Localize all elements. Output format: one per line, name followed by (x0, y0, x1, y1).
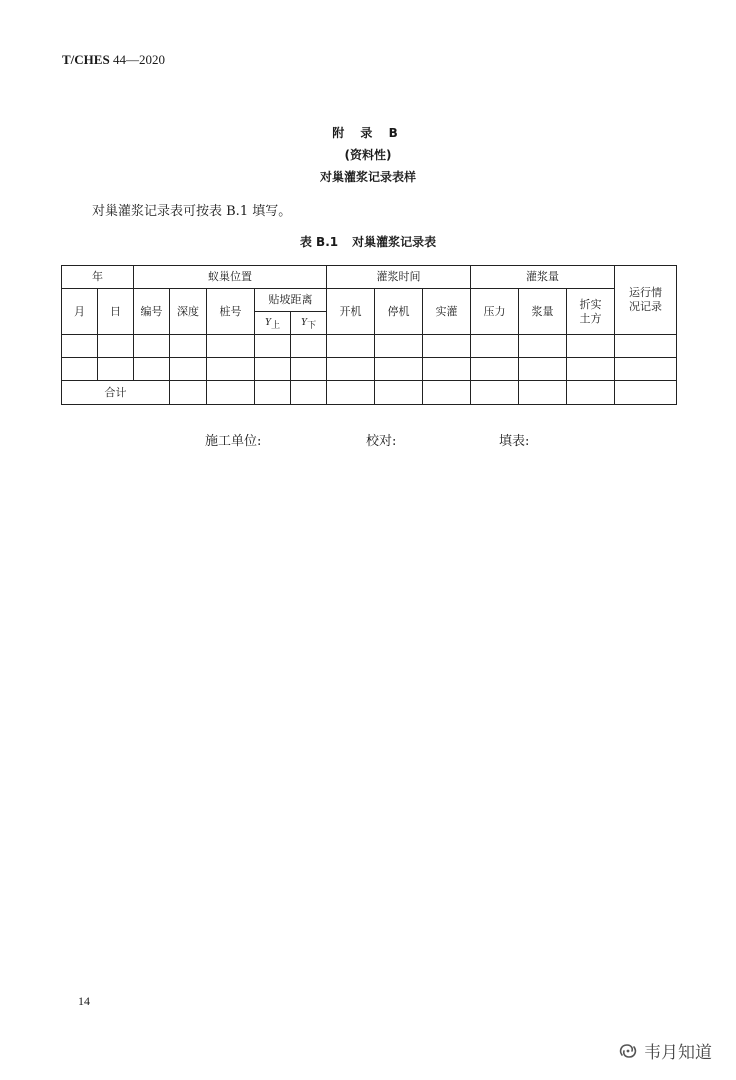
header-actual-grouting: 实灌 (423, 289, 471, 335)
table-caption-label: 表 B.1 (299, 235, 339, 249)
table-cell[interactable] (423, 381, 471, 405)
table-cell[interactable] (519, 358, 567, 381)
table-cell[interactable] (471, 335, 519, 358)
table-cell[interactable] (255, 335, 291, 358)
watermark-text: 韦月知道 (644, 1043, 712, 1063)
y-lower-subscript: 下 (306, 319, 317, 331)
table-cell[interactable] (62, 358, 98, 381)
table-caption (0, 233, 736, 250)
appendix-name: 对巢灌浆记录表样 (319, 170, 416, 184)
table-cell[interactable] (615, 381, 677, 405)
table-cell[interactable] (207, 381, 255, 405)
header-stop: 停机 (375, 289, 423, 335)
y-upper-symbol: Y (264, 315, 271, 328)
appendix-title: 附 录 B (332, 126, 404, 140)
table-cell[interactable] (207, 335, 255, 358)
table-cell[interactable] (375, 358, 423, 381)
table-cell[interactable] (327, 335, 375, 358)
table-row (62, 358, 677, 381)
table-cell[interactable] (423, 335, 471, 358)
header-start: 开机 (327, 289, 375, 335)
header-day: 日 (98, 289, 134, 335)
table-cell[interactable] (291, 381, 327, 405)
table-cell[interactable] (327, 358, 375, 381)
table-cell[interactable] (375, 335, 423, 358)
header-month: 月 (62, 289, 98, 335)
table-cell[interactable] (170, 381, 207, 405)
table-cell[interactable] (170, 335, 207, 358)
table-cell[interactable] (567, 358, 615, 381)
table-row (62, 335, 677, 358)
header-nest-position: 蚁巢位置 (134, 266, 327, 289)
standard-number: 44—2020 (112, 52, 165, 67)
table-cell[interactable] (291, 335, 327, 358)
header-grouting-time: 灌浆时间 (327, 266, 471, 289)
document-code (62, 52, 165, 68)
signoff-filler: 填表: (499, 434, 530, 449)
table-cell[interactable] (134, 335, 170, 358)
y-upper-subscript: 上 (270, 319, 281, 331)
table-cell[interactable] (98, 335, 134, 358)
total-row (62, 381, 677, 405)
grouting-record-table (61, 265, 677, 405)
y-lower-symbol: Y (300, 315, 307, 328)
table-cell[interactable] (615, 358, 677, 381)
header-slope-distance: 贴坡距离 (255, 289, 327, 312)
table-cell[interactable] (615, 335, 677, 358)
header-equivalent-soil: 折实土方 (567, 289, 615, 335)
header-operation-record: 运行情况记录 (615, 266, 677, 335)
header-year: 年 (62, 266, 134, 289)
signoff-checker: 校对: (366, 434, 397, 449)
header-pressure: 压力 (471, 289, 519, 335)
table-cell[interactable] (62, 335, 98, 358)
page-number: 14 (78, 994, 90, 1008)
table-cell[interactable] (327, 381, 375, 405)
wechat-channel-icon (618, 1041, 638, 1061)
table-cell[interactable] (134, 358, 170, 381)
table-cell[interactable] (291, 358, 327, 381)
table-cell[interactable] (519, 381, 567, 405)
intro-paragraph: 对巢灌浆记录表可按表 B.1 填写。 (92, 204, 292, 219)
table-cell[interactable] (207, 358, 255, 381)
appendix-type: (资料性) (344, 148, 392, 162)
header-slurry-amount: 浆量 (519, 289, 567, 335)
table-cell[interactable] (471, 381, 519, 405)
table-caption-title: 对巢灌浆记录表 (352, 235, 437, 249)
header-depth: 深度 (170, 289, 207, 335)
standard-prefix: T/CHES (62, 52, 110, 67)
signoff-construction-unit: 施工单位: (205, 434, 262, 449)
total-label: 合计 (62, 381, 170, 405)
header-serial-no: 编号 (134, 289, 170, 335)
table-cell[interactable] (255, 358, 291, 381)
table-cell[interactable] (98, 358, 134, 381)
table-cell[interactable] (375, 381, 423, 405)
header-grouting-amount: 灌浆量 (471, 266, 615, 289)
table-cell[interactable] (567, 381, 615, 405)
watermark (618, 1038, 712, 1063)
header-y-upper (255, 312, 291, 335)
table-cell[interactable] (423, 358, 471, 381)
table-cell[interactable] (255, 381, 291, 405)
table-cell[interactable] (567, 335, 615, 358)
header-y-lower (291, 312, 327, 335)
header-pile-no: 桩号 (207, 289, 255, 335)
table-cell[interactable] (519, 335, 567, 358)
table-cell[interactable] (170, 358, 207, 381)
table-cell[interactable] (471, 358, 519, 381)
